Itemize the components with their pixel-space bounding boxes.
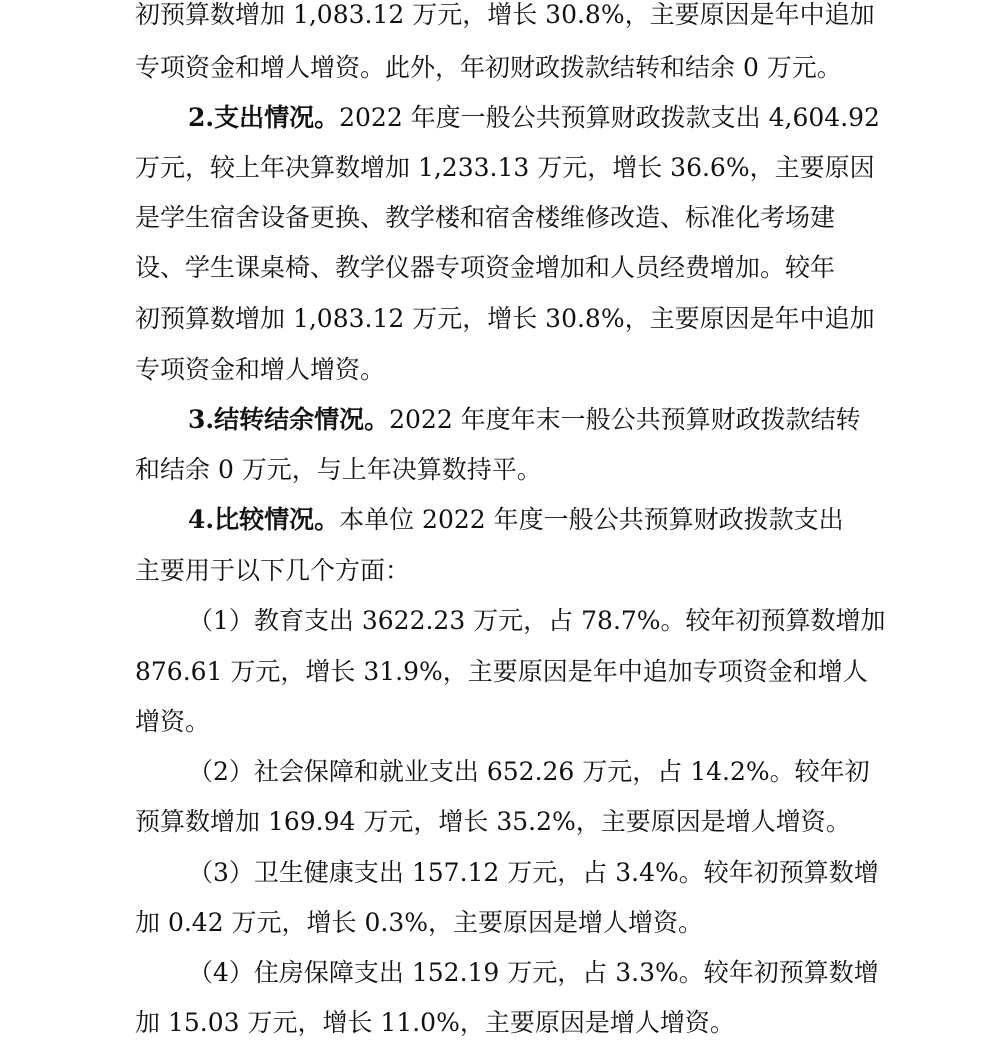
section-heading: 3.结转结余情况。 — [188, 405, 390, 434]
paragraph-line: 设、学生课桌椅、教学仪器专项资金增加和人员经费增加。较年 — [135, 253, 836, 282]
paragraph-line: 和结余 0 万元，与上年决算数持平。 — [135, 455, 542, 484]
list-item-1: （1）教育支出 3622.23 万元，占 78.7%。较年初预算数增加 — [188, 606, 886, 635]
paragraph-text: 2022 年度一般公共预算财政拨款支出 4,604.92 — [339, 103, 880, 132]
section-2-line — [188, 101, 880, 135]
paragraph-line: 初预算数增加 1,083.12 万元，增长 30.8%，主要原因是年中追加 — [135, 304, 875, 333]
paragraph-line: 加 15.03 万元，增长 11.0%，主要原因是增人增资。 — [135, 1008, 735, 1037]
paragraph-line: 预算数增加 169.94 万元，增长 35.2%，主要原因是增人增资。 — [135, 807, 851, 836]
paragraph-text: 2022 年度年末一般公共预算财政拨款结转 — [389, 405, 861, 434]
paragraph-line: 主要用于以下几个方面： — [135, 556, 411, 585]
paragraph-line: 是学生宿舍设备更换、教学楼和宿舍楼维修改造、标准化考场建 — [135, 203, 836, 232]
paragraph-line: 增资。 — [135, 707, 211, 736]
paragraph-line: 专项资金和增人增资。此外，年初财政拨款结转和结余 0 万元。 — [135, 53, 842, 82]
paragraph-line: 加 0.42 万元，增长 0.3%，主要原因是增人增资。 — [135, 908, 704, 937]
section-heading: 2.支出情况。 — [188, 103, 340, 132]
section-3-line — [188, 403, 861, 437]
list-item-3: （3）卫生健康支出 157.12 万元，占 3.4%。较年初预算数增 — [188, 858, 879, 887]
paragraph-line: 万元，较上年决算数增加 1,233.13 万元，增长 36.6%，主要原因 — [135, 153, 875, 182]
list-item-2: （2）社会保障和就业支出 652.26 万元，占 14.2%。较年初 — [188, 757, 870, 786]
section-heading: 4.比较情况。 — [188, 505, 340, 534]
paragraph-line: 初预算数增加 1,083.12 万元，增长 30.8%，主要原因是年中追加 — [135, 0, 875, 29]
paragraph-line: 专项资金和增人增资。 — [135, 355, 386, 384]
list-item-4: （4）住房保障支出 152.19 万元，占 3.3%。较年初预算数增 — [188, 958, 879, 987]
paragraph-text: 本单位 2022 年度一般公共预算财政拨款支出 — [339, 505, 844, 534]
paragraph-line: 876.61 万元，增长 31.9%，主要原因是年中追加专项资金和增人 — [135, 657, 868, 686]
section-4-line — [188, 503, 844, 537]
